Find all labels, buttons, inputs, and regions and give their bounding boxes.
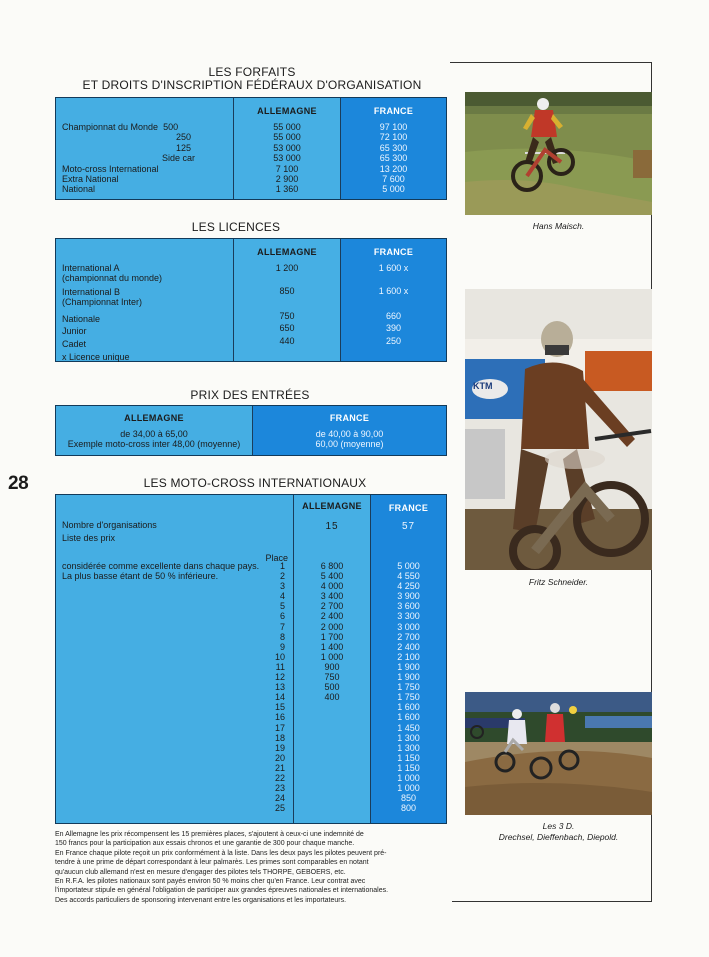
photo-les-3-d-image	[465, 692, 652, 815]
forfaits-fr-values	[341, 122, 446, 195]
licences-label-3: Junior	[62, 326, 87, 337]
forfaits-title-line1: LES FORFAITS	[208, 65, 296, 79]
footer-line: l'importateur stipule en général l'obligation de participer aux grandes épreuves nationales et internationales.	[55, 887, 389, 895]
prize-de	[294, 723, 370, 733]
forfaits-label-4: Moto-cross International	[62, 163, 159, 174]
prize-de: 2 000	[320, 621, 344, 632]
prize-de: 900	[324, 661, 340, 672]
motocross-place-label: Place	[265, 553, 288, 563]
prize-fr: 1 600	[397, 702, 420, 713]
forfaits-de-4: 7 100	[275, 163, 299, 174]
prize-de	[294, 753, 370, 763]
prize-fr: 1 000	[397, 772, 420, 783]
prize-de	[294, 743, 370, 753]
place-number: 23	[274, 783, 285, 794]
motocross-labels	[62, 519, 288, 563]
place-number: 9	[279, 641, 285, 652]
motocross-table	[55, 494, 447, 824]
prize-de: 750	[324, 672, 340, 683]
licences-label-0a: International A	[62, 263, 120, 273]
licences-de-values	[234, 263, 340, 347]
entrees-de-col	[56, 406, 252, 455]
licences-label-2: Nationale	[62, 313, 101, 324]
licences-fr-col	[340, 239, 446, 361]
right-column-bottom-rule	[452, 901, 652, 902]
place-number: 11	[275, 661, 285, 672]
licences-label-0b: (championnat du monde)	[62, 273, 163, 284]
forfaits-de-6: 1 360	[275, 184, 299, 195]
prize-fr: 2 700	[397, 631, 420, 642]
forfaits-label-3: Side car	[162, 153, 196, 164]
prize-fr: 1 750	[397, 692, 420, 703]
prize-fr: 1 150	[397, 762, 420, 773]
forfaits-label-6: National	[62, 184, 96, 195]
prize-fr: 2 400	[397, 641, 420, 652]
prize-de	[294, 763, 370, 773]
forfaits-fr-1: 72 100	[379, 132, 408, 143]
prize-fr: 3 300	[397, 611, 420, 622]
forfaits-fr-4: 13 200	[379, 163, 408, 174]
forfaits-label-5: Extra National	[62, 174, 119, 185]
forfaits-de-5: 2 900	[275, 174, 299, 185]
prize-fr: 1 450	[397, 722, 420, 733]
place-number: 5	[279, 601, 285, 612]
licences-fr-4: 250	[385, 335, 402, 346]
forfaits-head-fr: FRANCE	[373, 106, 414, 116]
forfaits-labels	[62, 122, 220, 195]
forfaits-de-0: 55 000	[273, 122, 301, 132]
prize-de: 1 700	[320, 631, 344, 642]
licences-de-2: 750	[279, 310, 295, 321]
prize-de	[294, 803, 370, 813]
prize-fr: 1 300	[397, 742, 420, 753]
prize-fr: 4 550	[397, 571, 420, 582]
prize-fr: 5 000	[397, 561, 420, 571]
motocross-desc	[62, 561, 272, 582]
prize-fr: 4 250	[397, 581, 420, 592]
prize-fr: 3 600	[397, 601, 420, 612]
entrees-fr-line2: 60,00 (moyenne)	[315, 439, 384, 450]
place-number: 3	[279, 581, 285, 592]
forfaits-label-col	[56, 98, 233, 199]
forfaits-de-col	[233, 98, 340, 199]
prize-fr: 3 900	[397, 591, 420, 602]
licences-labels	[62, 263, 230, 363]
licences-de-3: 650	[279, 323, 295, 334]
place-number: 17	[274, 722, 285, 733]
forfaits-fr-6: 5 000	[382, 184, 405, 195]
photo-hans-maisch-image	[465, 92, 652, 215]
place-number: 7	[279, 621, 285, 632]
photo-hans-maisch	[465, 92, 652, 215]
place-number: 10	[274, 651, 285, 662]
motocross-de-list	[294, 561, 370, 813]
forfaits-title-line2: ET DROITS D'INSCRIPTION FÉDÉRAUX D'ORGANISATION	[82, 78, 422, 92]
motocross-fr-list	[371, 561, 446, 813]
motocross-desc-line2: La plus basse étant de 50 % inférieure.	[62, 571, 219, 582]
prize-fr: 1 300	[397, 732, 420, 743]
footer-paragraph	[55, 830, 450, 905]
motocross-head-fr: FRANCE	[388, 503, 429, 513]
place-number: 19	[274, 742, 285, 753]
licences-label-1b: (Championnat Inter)	[62, 297, 143, 308]
licences-fr-2: 660	[385, 310, 402, 321]
motocross-nb-fr: 57	[401, 521, 416, 532]
licences-fr-values	[341, 263, 446, 347]
prize-fr: 1 600	[397, 712, 420, 723]
motocross-place-list	[263, 561, 285, 813]
motocross-desc-line1: considérée comme excellente dans chaque pays.	[62, 561, 260, 571]
forfaits-de-3: 53 000	[273, 153, 301, 164]
forfaits-fr-3: 65 300	[379, 153, 408, 164]
entrees-de-line1: de 34,00 à 65,00	[120, 429, 188, 439]
licences-table	[55, 238, 447, 362]
footer-line: tendre à une prime de départ correspondant à leur palmarès. Les primes sont comparables en notant	[55, 859, 369, 867]
place-number: 1	[279, 561, 285, 571]
footer-line: En Allemagne les prix récompensent les 15 premières places, s'ajoutent à ceux-ci une indemnité de	[55, 831, 364, 838]
page-number: 28	[8, 473, 29, 494]
licences-label-1a: International B	[62, 286, 121, 297]
prize-de: 4 000	[320, 581, 344, 592]
forfaits-fr-0: 97 100	[379, 122, 408, 132]
forfaits-de-2: 53 000	[273, 142, 301, 153]
place-number: 21	[274, 762, 285, 773]
place-number: 6	[279, 611, 285, 622]
licences-de-1: 850	[279, 286, 295, 297]
place-number: 20	[274, 752, 285, 763]
prize-de: 1 000	[320, 651, 344, 662]
place-number: 14	[274, 692, 285, 703]
prize-de	[294, 793, 370, 803]
photo-fritz-schneider-image	[465, 289, 652, 570]
prize-de: 1 400	[320, 641, 344, 652]
prize-fr: 1 750	[397, 682, 420, 693]
footer-line: 150 francs pour la participation aux essais chronos et une garantie de 300 pour chaque manche.	[55, 840, 355, 848]
place-number: 24	[274, 793, 285, 804]
entrees-table	[55, 405, 447, 456]
forfaits-fr-5: 7 600	[382, 174, 405, 185]
forfaits-label-0: Championnat du Monde 500	[62, 122, 179, 132]
place-number: 15	[274, 702, 285, 713]
licences-head-de: ALLEMAGNE	[257, 247, 317, 257]
motocross-nb-label: Nombre d'organisations	[62, 520, 157, 530]
entrees-fr-line1: de 40,00 à 90,00	[315, 429, 384, 439]
place-number: 25	[274, 803, 285, 814]
licences-de-col	[233, 239, 340, 361]
entrees-title: PRIX DES ENTRÉES	[190, 388, 310, 402]
place-number: 2	[279, 571, 285, 582]
forfaits-fr-2: 65 300	[379, 142, 408, 153]
place-number: 22	[274, 772, 285, 783]
prize-de: 3 400	[320, 591, 344, 602]
prize-de: 400	[324, 692, 340, 703]
prize-de: 2 400	[320, 611, 344, 622]
motocross-title: LES MOTO-CROSS INTERNATIONAUX	[143, 476, 367, 490]
entrees-head-de: ALLEMAGNE	[124, 413, 184, 423]
prize-fr: 3 000	[397, 621, 420, 632]
forfaits-fr-col	[340, 98, 446, 199]
prize-fr: 1 900	[397, 672, 420, 683]
footer-line: Des accords particuliers de sponsoring intervenant entre les organisations et les importateurs.	[55, 896, 347, 904]
entrees-head-fr: FRANCE	[329, 413, 370, 423]
licences-footnote: x Licence unique	[62, 352, 130, 363]
motocross-nb-de: 15	[325, 521, 339, 532]
licences-title: LES LICENCES	[191, 220, 281, 234]
entrees-fr-col	[252, 406, 446, 455]
caption-hans-maisch: Hans Maisch.	[532, 221, 585, 231]
prize-de	[294, 702, 370, 712]
caption-les-3-d	[465, 821, 652, 843]
prize-de	[294, 783, 370, 793]
licences-label-col	[56, 239, 233, 361]
prize-fr: 2 100	[397, 651, 420, 662]
prize-fr: 1 150	[397, 752, 420, 763]
forfaits-label-1: 250	[176, 132, 192, 143]
place-number: 13	[274, 682, 285, 693]
licences-de-0: 1 200	[275, 263, 299, 273]
forfaits-de-values	[234, 122, 340, 195]
licences-fr-0: 1 600 x	[378, 263, 409, 273]
forfaits-label-2: 125	[176, 142, 192, 153]
place-number: 12	[274, 672, 285, 683]
prize-fr: 1 000	[397, 783, 420, 794]
prize-fr: 1 900	[397, 661, 420, 672]
prize-de: 6 800	[320, 561, 344, 571]
entrees-de-line2: Exemple moto-cross inter 48,00 (moyenne)	[67, 439, 241, 450]
place-number: 4	[279, 591, 285, 602]
licences-de-4: 440	[279, 335, 295, 346]
prize-de	[294, 712, 370, 722]
right-column-top-rule	[450, 62, 652, 63]
prize-de: 5 400	[320, 571, 344, 582]
prize-fr: 850	[400, 793, 417, 804]
prize-de: 2 700	[320, 601, 344, 612]
licences-head-fr: FRANCE	[373, 247, 414, 257]
footer-line: En R.F.A. les pilotes nationaux sont payés environ 50 % moins cher qu'en France. Leur contrat avec	[55, 878, 366, 886]
place-number: 16	[274, 712, 285, 723]
prize-de	[294, 773, 370, 783]
prize-fr: 800	[400, 803, 417, 814]
licences-label-4: Cadet	[62, 338, 87, 349]
caption-les-3-d-line1: Les 3 D.	[542, 821, 575, 831]
photo-sticker-text: KTM	[473, 381, 493, 391]
motocross-label-col	[56, 495, 293, 823]
motocross-fr-col	[370, 495, 446, 823]
forfaits-title	[56, 66, 448, 92]
entrees-de-text	[56, 429, 252, 450]
prize-de	[294, 733, 370, 743]
caption-fritz-schneider: Fritz Schneider.	[528, 577, 589, 587]
entrees-fr-text	[253, 429, 446, 450]
forfaits-head-de: ALLEMAGNE	[257, 106, 317, 116]
licences-fr-3: 390	[385, 323, 402, 334]
prize-de: 500	[324, 682, 340, 693]
place-number: 18	[274, 732, 285, 743]
caption-les-3-d-line2: Drechsel, Dieffenbach, Diepold.	[498, 832, 619, 842]
motocross-liste-label: Liste des prix	[62, 533, 116, 543]
place-number: 8	[279, 631, 285, 642]
motocross-head-de: ALLEMAGNE	[302, 501, 362, 511]
forfaits-table	[55, 97, 447, 200]
footer-line: En France chaque pilote reçoit un prix conformément à la liste. Dans les deux pays les pilotes peuvent pré-	[55, 849, 387, 857]
licences-fr-1: 1 600 x	[378, 286, 409, 297]
photo-fritz-schneider	[465, 289, 652, 570]
footer-line: qu'aucun club allemand n'est en mesure d'engager des pilotes tels THORPE, GEBOERS, etc.	[55, 868, 346, 876]
forfaits-de-1: 55 000	[273, 132, 301, 143]
photo-les-3-d	[465, 692, 652, 815]
motocross-de-col	[293, 495, 370, 823]
